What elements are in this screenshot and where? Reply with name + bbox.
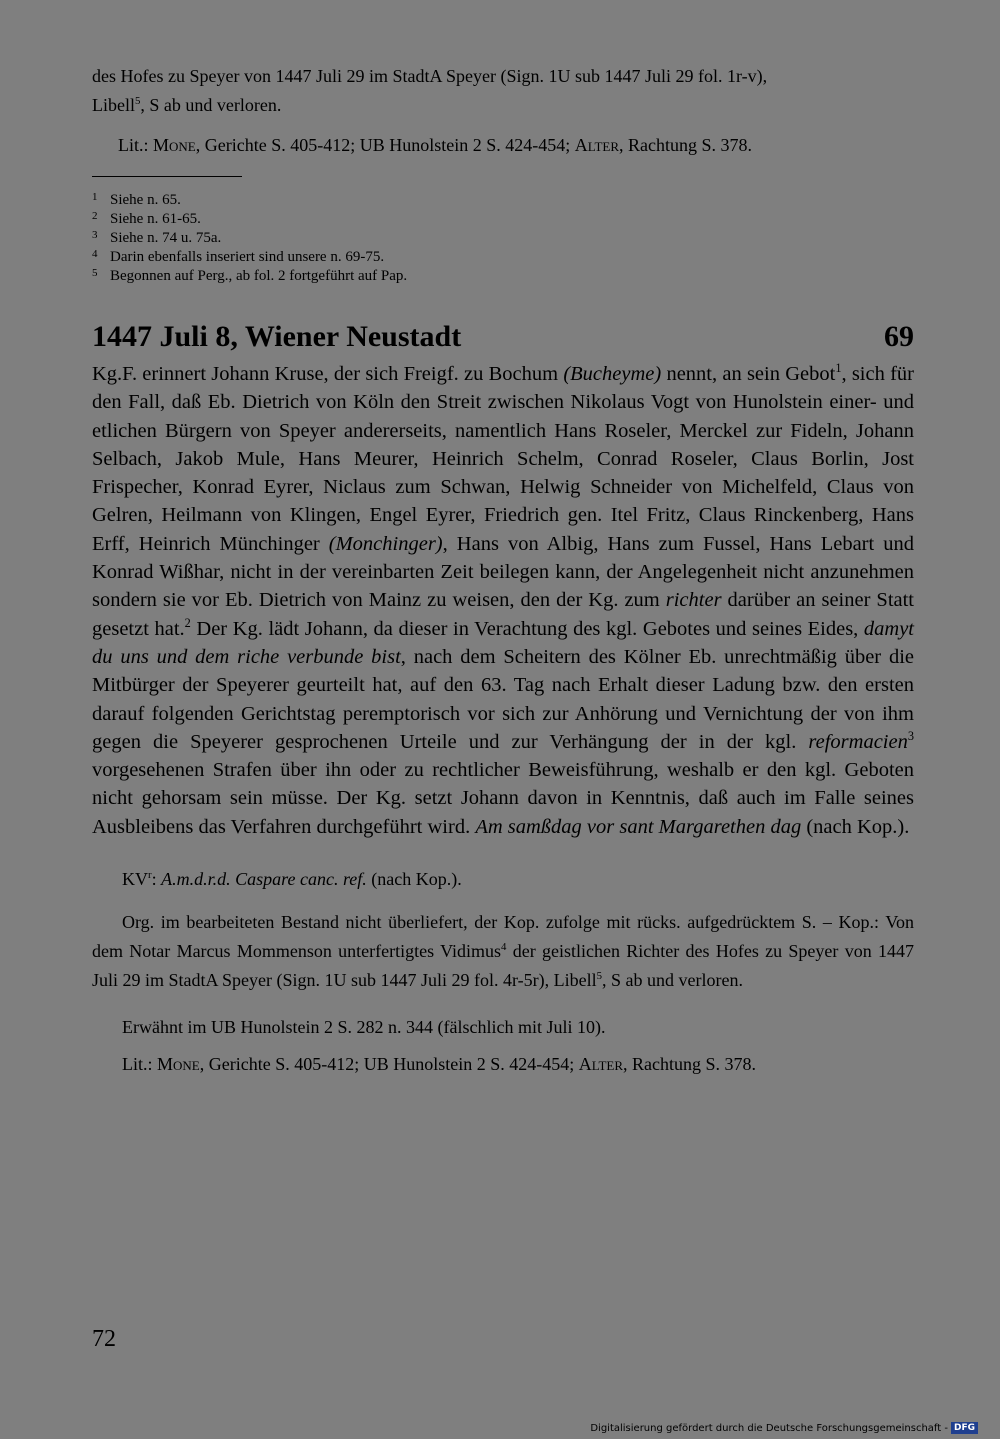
lit-suffix: , Rachtung S. 378. (623, 1054, 757, 1075)
body-part: nennt, an sein Gebot (661, 363, 836, 385)
lit-middle: , Gerichte S. 405-412; UB Hunolstein 2 S. 424-454; (195, 135, 575, 155)
footnote-item (92, 191, 914, 210)
org-part: , S ab und verloren. (602, 970, 743, 991)
body-italic: Am samßdag vor sant Margarethen dag (475, 815, 802, 838)
body-part: darüber an seiner Statt gesetzt hat. (92, 589, 915, 640)
footnote-mark: 4 (92, 248, 98, 260)
author-mone: Mone (153, 135, 196, 155)
funding-text: Digitalisierung gefördert durch die Deutsche Forschungsgemeinschaft - (590, 1422, 948, 1434)
entry-date-place: 1447 Juli 8, Wiener Neustadt (92, 320, 462, 353)
lit-prefix: Lit.: (122, 1054, 157, 1075)
footnote-mark: 1 (92, 191, 98, 203)
footnote-ref: 2 (184, 615, 191, 630)
body-italic: (Monchinger) (328, 532, 443, 555)
footnote-item (92, 210, 914, 229)
body-part: , Hans von Albig, Hans zum Fussel, Hans Lebart und Konrad Wißhar, nicht in der vereinbarten Zeit beilegen kann, der Angelegenheit nicht anzunehmen sondern sie vor Eb. Dietrich von Mainz zu weisen, den der Kg. zum (92, 532, 914, 612)
footnote-mark: 3 (92, 229, 98, 241)
continued-line-2: Libell (92, 95, 135, 115)
entry-heading (92, 320, 914, 354)
author-mone: Mone (157, 1054, 200, 1075)
kv-sup: r (148, 869, 152, 882)
footnote-ref: 1 (835, 361, 842, 376)
entry-number: 69 (884, 320, 914, 353)
body-part: (nach Kop.). (801, 815, 910, 838)
body-part: , nach dem Scheitern des Kölner Eb. unrechtmäßig über die Mitbürger der Speyerer geurteilt hat, auf den 63. Tag nach Erhalt dieser Ladung bzw. den ersten darauf folgenden Gerichtstag peremptorisch vor sich zur Anhörung und Vernichtung der von ihm gegen die Speyerer gesprochenen Urteile und zur Verhängung der in der kgl. (92, 645, 914, 753)
footnote-item (92, 229, 914, 248)
org-part: der geistlichen Richter des Hofes zu Speyer von 1447 Juli 29 im StadtA Speyer (Sign. 1U sub 1447 Juli 29 fol. 4r-5r), Libell (92, 941, 914, 991)
author-alter: Alter (574, 135, 620, 155)
page-number: 72 (92, 1326, 116, 1352)
footnote-list (92, 191, 914, 286)
kv-suffix: (nach Kop.). (366, 869, 462, 890)
body-italic: (Bucheyme) (563, 363, 662, 385)
footnote-divider (92, 176, 242, 177)
body-part: Der Kg. lädt Johann, da dieser in Verachtung des kgl. Gebotes und seines Eides, (190, 617, 864, 640)
author-alter: Alter (578, 1054, 624, 1075)
footnote-mark: 5 (92, 267, 98, 279)
literature-note (92, 1050, 914, 1079)
footnote-item (92, 248, 914, 267)
footnote-ref: 4 (501, 941, 507, 954)
dfg-logo-icon: DFG (951, 1422, 978, 1434)
footnote-text: Begonnen auf Perg., ab fol. 2 fortgeführt auf Pap. (110, 268, 408, 284)
lit-suffix: , Rachtung S. 378. (619, 135, 753, 155)
footnote-text: Darin ebenfalls inseriert sind unsere n. 69-75. (110, 249, 385, 265)
footnote-text: Siehe n. 61-65. (110, 211, 201, 227)
mentioned-note: Erwähnt im UB Hunolstein 2 S. 282 n. 344 (fälschlich mit Juli 10). (122, 1017, 606, 1038)
footnote-ref: 5 (135, 95, 141, 107)
footnote-item (92, 267, 914, 286)
kv-note (92, 865, 914, 894)
footnote-ref: 3 (907, 729, 914, 744)
footnote-text: Siehe n. 74 u. 75a. (110, 230, 222, 246)
lit-middle: , Gerichte S. 405-412; UB Hunolstein 2 S. 424-454; (199, 1054, 579, 1075)
entry-body (92, 360, 914, 841)
org-part: Org. im bearbeiteten Bestand nicht überliefert, der Kop. zufolge mit rücks. aufgedrücktem S. – Kop.: Von dem Notar Marcus Mommenson unterfertigtes Vidimus (92, 912, 914, 962)
body-italic: reformacien (808, 730, 908, 753)
continued-line-1: des Hofes zu Speyer von 1447 Juli 29 im StadtA Speyer (Sign. 1U sub 1447 Juli 29 fol. 1r-v), (92, 66, 768, 86)
body-part: , sich für den Fall, daß Eb. Dietrich von Köln den Streit zwischen Nikolaus Vogt von Hunolstein einer- und etlichen Bürgern von Speyer andererseits, namentlich Hans Roseler, Merckel zur Fideln, Johann Selbach, Jakob Mule, Hans Meurer, Heinrich Schelm, Conrad Roseler, Claus Borlin, Jost Frispecher, Konrad Eyrer, Niclaus zum Schwan, Helwig Schneider von Michelfeld, Claus von Gelren, Heilmann von Klingen, Engel Eyrer, Friedrich gen. Itel Fritz, Claus Rinckenberg, Hans Erff, Heinrich Münchinger (92, 363, 914, 555)
continued-line-2-end: , S ab und verloren. (140, 95, 282, 115)
body-italic: damyt du uns und dem riche verbunde bist (92, 617, 914, 668)
original-note (92, 908, 914, 995)
footnote-ref: 5 (596, 970, 603, 983)
funding-footer (590, 1422, 978, 1434)
continued-text (92, 62, 914, 120)
body-part: Kg.F. erinnert Johann Kruse, der sich Freigf. zu Bochum (92, 363, 564, 385)
literature-line-top (118, 132, 914, 158)
kv-label: KV (122, 869, 148, 890)
lit-prefix: Lit.: (118, 135, 153, 155)
kv-colon: : (151, 869, 162, 890)
page-content (92, 62, 914, 1079)
footnote-text: Siehe n. 65. (110, 192, 181, 208)
body-italic: richter (665, 589, 722, 612)
body-part: vorgesehenen Strafen über ihn oder zu rechtlicher Beweisführung, weshalb er den kgl. Geboten nicht gehorsam sein müsse. Der Kg. setzt Johann davon in Kenntnis, daß auch im Falle seines Ausbleibens das Verfahren durchgeführt wird. (92, 759, 914, 838)
kv-italic: A.m.d.r.d. Caspare canc. ref. (161, 869, 367, 890)
footnote-mark: 2 (92, 210, 98, 222)
